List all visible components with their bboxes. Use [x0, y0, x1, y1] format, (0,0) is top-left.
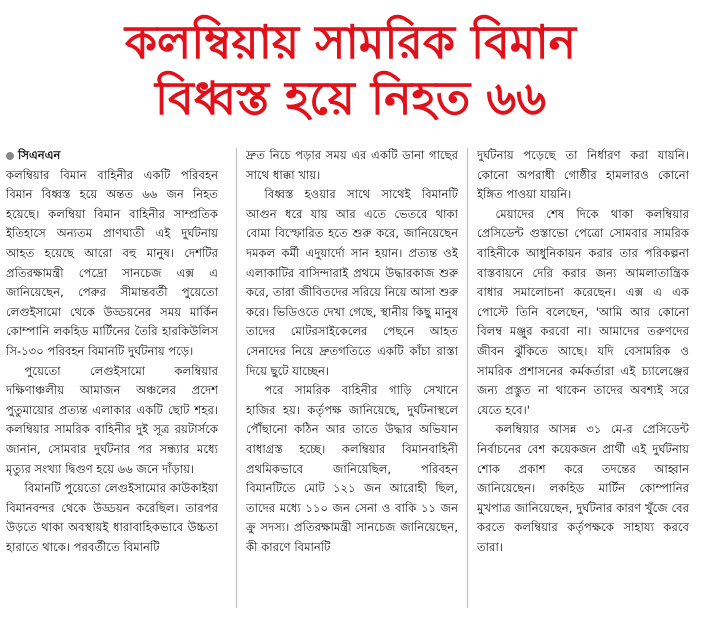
column-divider: [467, 148, 468, 608]
bullet-icon: [6, 152, 14, 160]
paragraph: দ্রুত নিচে পড়ার সময় এর একটি ডানা গাছের সাথে ধাক্কা খায়।: [246, 148, 458, 182]
column-divider: [236, 148, 237, 608]
paragraph: বিধ্বস্ত হওয়ার সাথে সাথেই বিমানটি আগুন ধরে যায় আর এতে ভেতরে থাকা বোমা বিস্ফোরিত হতে শুরু করে, জানিয়েছেন দমকল কর্মী এদুয়ার্দো সান হয়ান। প্রত্যন্ত ওই এলাকাটির বাসিন্দারাই প্রথমে উদ্ধারকাজ শুরু করে, তারা জীবিতদের সরিয়ে নিয়ে আসা শুরু করে। ভিডিওতে দেখা গেছে, স্থানীয় কিছু মানুষ তাদের মোটরসাইকেলের পেছনে আহত সেনাদের নিয়ে দ্রুতগতিতে একটি কাঁচা রাস্তা দিয়ে ছুটে যাচ্ছেন।: [246, 187, 458, 378]
headline-line-2: বিধ্বস্ত হয়ে নিহত ৬৬: [154, 71, 547, 125]
article-column-1: [6, 146, 218, 616]
paragraph: দুর্ঘটনায় পড়েছে তা নির্ধারণ করা যায়নি। কোনো অপরাধী গোষ্ঠীর হামলারও কোনো ইঙ্গিত পাওয়া যায়নি।: [477, 148, 689, 202]
paragraph: পরে সামরিক বাহিনীর গাড়ি সেখানে হাজির হয়। কর্তৃপক্ষ জানিয়েছে, দুর্ঘটনাস্থলে পৌঁছানো কঠিন আর তাতে উদ্ধার অভিযান বাধাগ্রস্ত হচ্ছে। কলম্বিয়ার বিমানবাহিনী প্রথমিকভাবে জানিয়েছিল, পরিবহন বিমানটিতে মোট ১২১ জন আরোহী ছিল, তাদের মধ্যে ১১০ জন সেনা ও বাকি ১১ জন ক্রু সদস্য। প্রতিরক্ষামন্ত্রী সানচেজ জানিয়েছেন, কী কারণে বিমানটি: [246, 383, 458, 554]
paragraph: মেয়াদের শেষ দিকে থাকা কলম্বিয়ার প্রেসিডেন্ট গুস্তাভো পেত্রো সোমবার সামরিক বাহিনীকে আধুনিকায়ন করার তার পরিকল্পনা বাস্তবায়নে দেরি করার জন্য আমলাতান্ত্রিক বাধার সমালোচনা করেছেন। এক্স এ এক পোস্টে তিনি বলেছেন, 'আমি আর কোনো বিলম্ব মঞ্জুর করবো না। আমাদের তরুণদের জীবন ঝুঁকিতে আছে। যদি বেসামরিক ও সামরিক প্রশাসনের কর্মকর্তারা এই চ্যালেঞ্জের জন্য প্রস্তুত না থাকেন তাদের অবশ্যই সরে যেতে হবে।': [477, 206, 689, 417]
article-column-2: [246, 146, 458, 616]
byline-text: সিএনএন: [18, 148, 61, 162]
paragraph: বিমানটি পুয়েতো লেগুইসামোর কাউকাইয়া বিমানবন্দর থেকে উড্ডয়ন করেছিল। তারপর উড়তে থাকা অবস্থায়ই ধারাবাহিকভাবে উচ্চতা হারাতে থাকে। পরবর্তীতে বিমানটি: [6, 481, 218, 554]
article-column-3: [477, 146, 689, 616]
byline: [6, 146, 218, 166]
paragraph: পুয়েতো লেগুইসামো কলম্বিয়ার দক্ষিণাঞ্চলীয় আমাজন অঞ্চলের প্রদেশ পুতুমায়োর প্রত্যন্ত এলাকার একটি ছোট শহর। কলম্বিয়ার সামরিক বাহিনীর দুই সূত্র রয়টার্সকে জানান, সোমবার দুর্ঘটনার পর সন্ধ্যার মধ্যে মৃত্যুর সংখ্যা দ্বিগুণ হয়ে ৬৬ জনে দাঁড়ায়।: [6, 363, 218, 476]
paragraph: কলম্বিয়ার বিমান বাহিনীর একটি পরিবহন বিমান বিধ্বস্ত হয়ে অন্তত ৬৬ জন নিহত হয়েছে। কলম্বিয়া বিমান বাহিনীর সাম্প্রতিক ইতিহাসে অন্যতম প্রাণঘাতী এই দুর্ঘটনায় আহত হয়েছে আরো বহু মানুষ। দেশটির প্রতিরক্ষামন্ত্রী পেদ্রো সানচেজ এক্স এ জানিয়েছেন, পেরুর সীমান্তবর্তী পুয়েতো লেগুইসামো থেকে উড্ডয়নের সময় মার্কিন কোম্পানি লকহিড মার্টিনের তৈরি হারকিউলিস সি-১৩০ পরিবহন বিমানটি দুর্ঘটনায় পড়ে।: [6, 167, 218, 358]
headline-line-1: কলম্বিয়ায় সামরিক বিমান: [124, 15, 577, 69]
headline: [0, 14, 701, 126]
paragraph: কলম্বিয়ার আসন্ন ৩১ মে-র প্রেসিডেন্ট নির্বাচনের বেশ কয়েকজন প্রার্থী এই দুর্ঘটনায় শোক প্রকাশ করে তদন্তের আহ্বান জানিয়েছেন। লকহিড মার্টিন কোম্পানির মুখপাত্র জানিয়েছেন, দুর্ঘটনার কারণ খুঁজে বের করতে কলম্বিয়ার কর্তৃপক্ষকে সাহায্য করবে তারা।: [477, 422, 689, 554]
